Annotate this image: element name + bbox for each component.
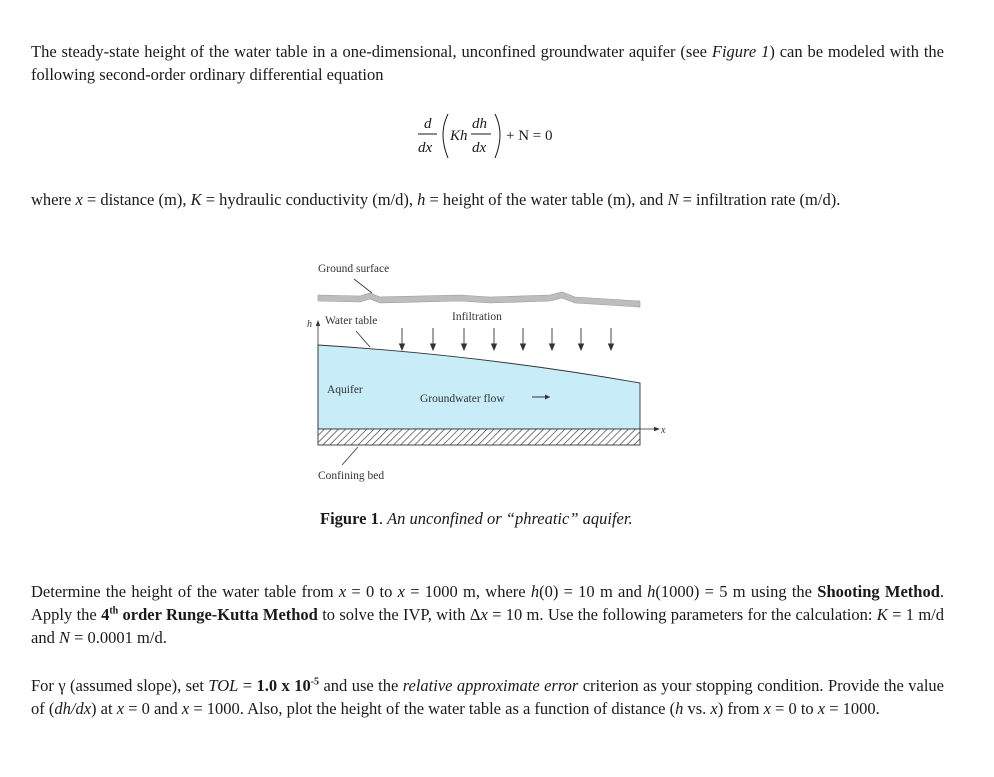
tol-mantissa: 1.0 x 10 bbox=[256, 676, 311, 695]
caption-text: An unconfined or “phreatic” aquifer. bbox=[387, 509, 633, 528]
task-text: to solve the IVP, with Δ bbox=[317, 605, 481, 624]
ground-surface-band bbox=[318, 292, 640, 307]
stop-var: h bbox=[675, 699, 684, 718]
task-text: = 0 to bbox=[346, 582, 398, 601]
h-axis-arrow-head bbox=[316, 320, 320, 326]
stop-var: x bbox=[116, 699, 125, 718]
def-N: = infiltration rate (m/d). bbox=[678, 190, 841, 209]
variable-definitions: where x = distance (m), K = hydraulic conductivity (m/d), h = height of the water table (m), and N = infiltration rate (m/d). bbox=[31, 190, 841, 209]
task-text: (0) = 10 m and bbox=[539, 582, 648, 601]
task-var: x bbox=[338, 582, 347, 601]
aquifer-figure bbox=[300, 255, 680, 485]
var-x: x bbox=[75, 190, 83, 209]
shooting-method: Shooting Method bbox=[817, 582, 940, 601]
eq-Kh: Kh bbox=[450, 128, 468, 144]
rk-order: 4 bbox=[101, 605, 110, 624]
task-text: . Apply the bbox=[31, 582, 945, 624]
stop-text: = bbox=[238, 676, 257, 695]
def-h: = height of the water table (m), and bbox=[425, 190, 668, 209]
h-axis-label: h bbox=[307, 319, 312, 330]
eq-right-paren bbox=[495, 114, 500, 158]
eq-d: d bbox=[424, 116, 432, 132]
stop-text: ) from bbox=[717, 699, 764, 718]
stop-text: criterion as your stopping condition. Provide the value of ( bbox=[31, 676, 945, 718]
tol-var: TOL bbox=[208, 676, 239, 695]
caption-label: Figure 1 bbox=[320, 509, 379, 528]
figure-caption bbox=[320, 509, 633, 529]
task-text: Determine the height of the water table from bbox=[31, 582, 339, 601]
task-text: (1000) = 5 m using the bbox=[655, 582, 818, 601]
task-var: x bbox=[397, 582, 405, 601]
stop-text: = 1000. Also, plot the height of the water table as a function of distance ( bbox=[189, 699, 676, 718]
confining-bed-pointer bbox=[342, 447, 358, 465]
ground-surface-pointer bbox=[354, 279, 372, 293]
rk-name: order Runge-Kutta Method bbox=[118, 605, 318, 624]
var-h: h bbox=[417, 190, 426, 209]
rk-order-suffix: th bbox=[109, 605, 119, 617]
task-var: x bbox=[480, 605, 488, 624]
figure-reference: Figure 1 bbox=[711, 42, 770, 61]
stop-text: = 0 to bbox=[770, 699, 818, 718]
eq-left-paren bbox=[443, 114, 448, 158]
stopping-paragraph bbox=[31, 674, 944, 720]
groundwater-flow-label: Groundwater flow bbox=[420, 393, 505, 405]
caption-period: . bbox=[378, 509, 388, 528]
rk-method bbox=[101, 605, 318, 624]
eq-dx: dx bbox=[418, 140, 433, 156]
confining-bed-label: Confining bed bbox=[318, 470, 385, 482]
water-table-label: Water table bbox=[325, 315, 378, 327]
tol-exponent: -5 bbox=[310, 676, 320, 688]
stop-var: x bbox=[181, 699, 190, 718]
stop-var: x bbox=[710, 699, 718, 718]
tol-value bbox=[257, 676, 320, 695]
task-paragraph bbox=[31, 580, 944, 649]
stop-var: x bbox=[763, 699, 771, 718]
task-var: h bbox=[647, 582, 656, 601]
aquifer-label: Aquifer bbox=[327, 384, 363, 396]
stop-text: For γ (assumed slope), set bbox=[31, 676, 209, 695]
differential-equation bbox=[410, 108, 580, 168]
stop-text: and use the bbox=[319, 676, 403, 695]
stop-var: x bbox=[817, 699, 826, 718]
stop-text: = 1000. bbox=[825, 699, 880, 718]
task-text: = 0.0001 m/d. bbox=[69, 628, 167, 647]
stop-var: dh/dx bbox=[54, 699, 92, 718]
task-text: = 1 m/d and bbox=[31, 605, 944, 647]
stop-text: = 0 and bbox=[124, 699, 182, 718]
water-table-pointer bbox=[356, 331, 370, 347]
eq-dh: dh bbox=[472, 116, 487, 132]
intro-text-2: ) can be modeled with the following second-order ordinary differential equation bbox=[31, 42, 945, 84]
infiltration-label: Infiltration bbox=[452, 311, 502, 323]
var-N: N bbox=[667, 190, 679, 209]
def-K: = hydraulic conductivity (m/d), bbox=[201, 190, 418, 209]
task-text: = 1000 m, where bbox=[404, 582, 531, 601]
var-K: K bbox=[190, 190, 202, 209]
eq-rhs: + N = 0 bbox=[506, 128, 553, 144]
criterion: relative approximate error bbox=[402, 676, 579, 695]
task-var: h bbox=[530, 582, 540, 601]
stop-text: vs. bbox=[683, 699, 711, 718]
intro-paragraph bbox=[31, 40, 944, 86]
eq-dx-inner: dx bbox=[472, 140, 487, 156]
x-axis-label: x bbox=[661, 425, 666, 436]
aquifer-region bbox=[318, 345, 640, 429]
task-text: = 10 m. Use the following parameters for the calculation: bbox=[487, 605, 877, 624]
task-var: K bbox=[876, 605, 888, 624]
intro-text-1: The steady-state height of the water table in a one-dimensional, unconfined groundwater aquifer (see bbox=[31, 42, 712, 61]
task-var: N bbox=[58, 628, 70, 647]
confining-bed bbox=[318, 429, 640, 445]
x-axis-arrow-head bbox=[654, 427, 660, 431]
stop-text: ) at bbox=[91, 699, 117, 718]
infiltration-arrows bbox=[400, 328, 614, 350]
def-x: = distance (m), bbox=[82, 190, 191, 209]
ground-surface-label: Ground surface bbox=[318, 263, 390, 275]
